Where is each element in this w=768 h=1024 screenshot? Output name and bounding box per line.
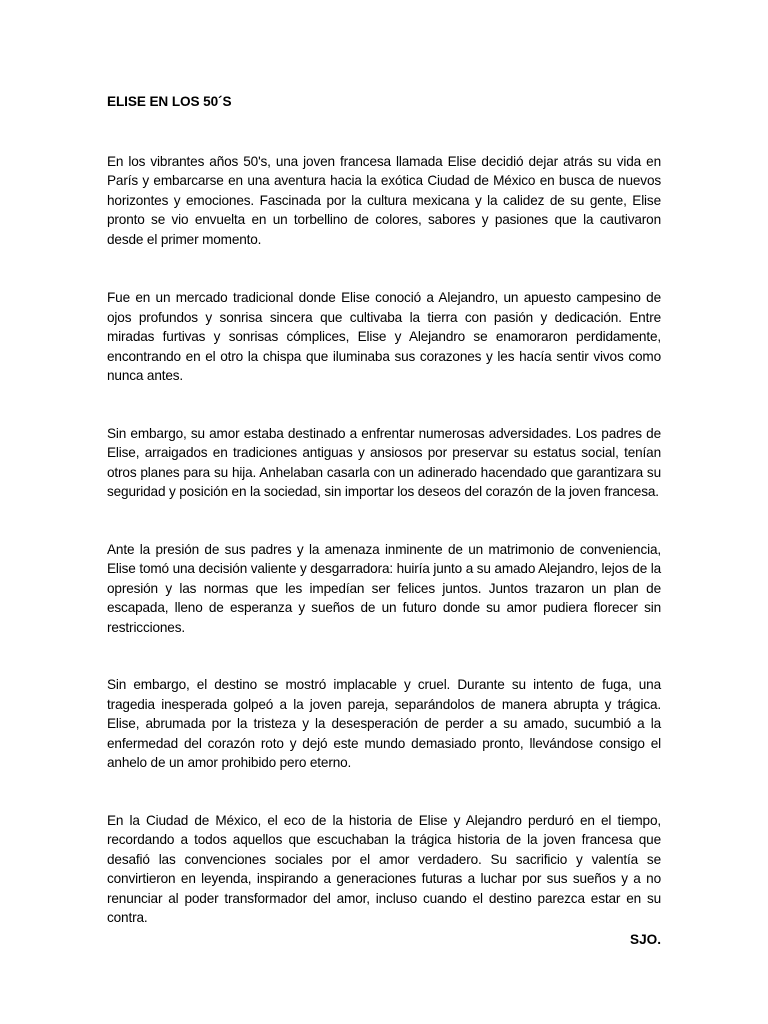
paragraph-4: Ante la presión de sus padres y la amenaza inminente de un matrimonio de conveniencia, Elise tomó una decisión valiente y desgarradora: huiría junto a su amado Alejandro, lejos de la opresión y las normas que les impedían ser felices juntos. Juntos trazaron un plan de escapada, lleno de esperanza y sueños de un futuro donde su amor pudiera florecer sin restricciones. <box>107 541 662 635</box>
document-body <box>107 92 661 949</box>
paragraph-6: En la Ciudad de México, el eco de la historia de Elise y Alejandro perduró en el tiempo, recordando a todos aquellos que escuchaban la trágica historia de la joven francesa que desafió las convenciones sociales por el amor verdadero. Su sacrificio y valentía se convirtieron en leyenda, inspirando a generaciones futuras a luchar por sus sueños y a no renunciar al poder transformador del amor, incluso cuando el destino parezca estar en su contra. <box>107 812 661 925</box>
paragraph-5: Sin embargo, el destino se mostró implacable y cruel. Durante su intento de fuga, una tragedia inesperada golpeó a la joven pareja, separándolos de manera abrupta y trágica. Elise, abrumada por la tristeza y la desesperación de perder a su amado, sucumbió a la enfermedad del corazón roto y dejó este mundo demasiado pronto, llevándose consigo el anhelo de un amor prohibido pero eterno. <box>107 677 661 770</box>
author-signature: SJO. <box>630 931 661 947</box>
paragraph-1: En los vibrantes años 50's, una joven francesa llamada Elise decidió dejar atrás su vida en París y embarcarse en una aventura hacia la exótica Ciudad de México en busca de nuevos horizontes y emociones. Fascinada por la cultura mexicana y la calidez de su gente, Elise pronto se vio envuelta en un torbellino de colores, sabores y pasiones que la cautivaron desde el primer momento. <box>107 153 661 247</box>
paragraph-3: Sin embargo, su amor estaba destinado a enfrentar numerosas adversidades. Los padres de Elise, arraigados en tradiciones antiguas y ansiosos por preservar su estatus social, tenían otros planes para su hija. Anhelaban casarla con un adinerado hacendado que garantizara su seguridad y posición en la sociedad, sin importar los deseos del corazón de la joven francesa. <box>107 425 661 499</box>
document-title: ELISE EN LOS 50´S <box>107 94 232 109</box>
paragraph-2: Fue en un mercado tradicional donde Elise conoció a Alejandro, un apuesto campesino de ojos profundos y sonrisa sincera que cultivaba la tierra con pasión y dedicación. Entre miradas furtivas y sonrisas cómplices, Elise y Alejandro se enamoraron perdidamente, encontrando en el otro la chispa que iluminaba sus corazones y les hacía sentir vivos como nunca antes. <box>107 290 661 383</box>
